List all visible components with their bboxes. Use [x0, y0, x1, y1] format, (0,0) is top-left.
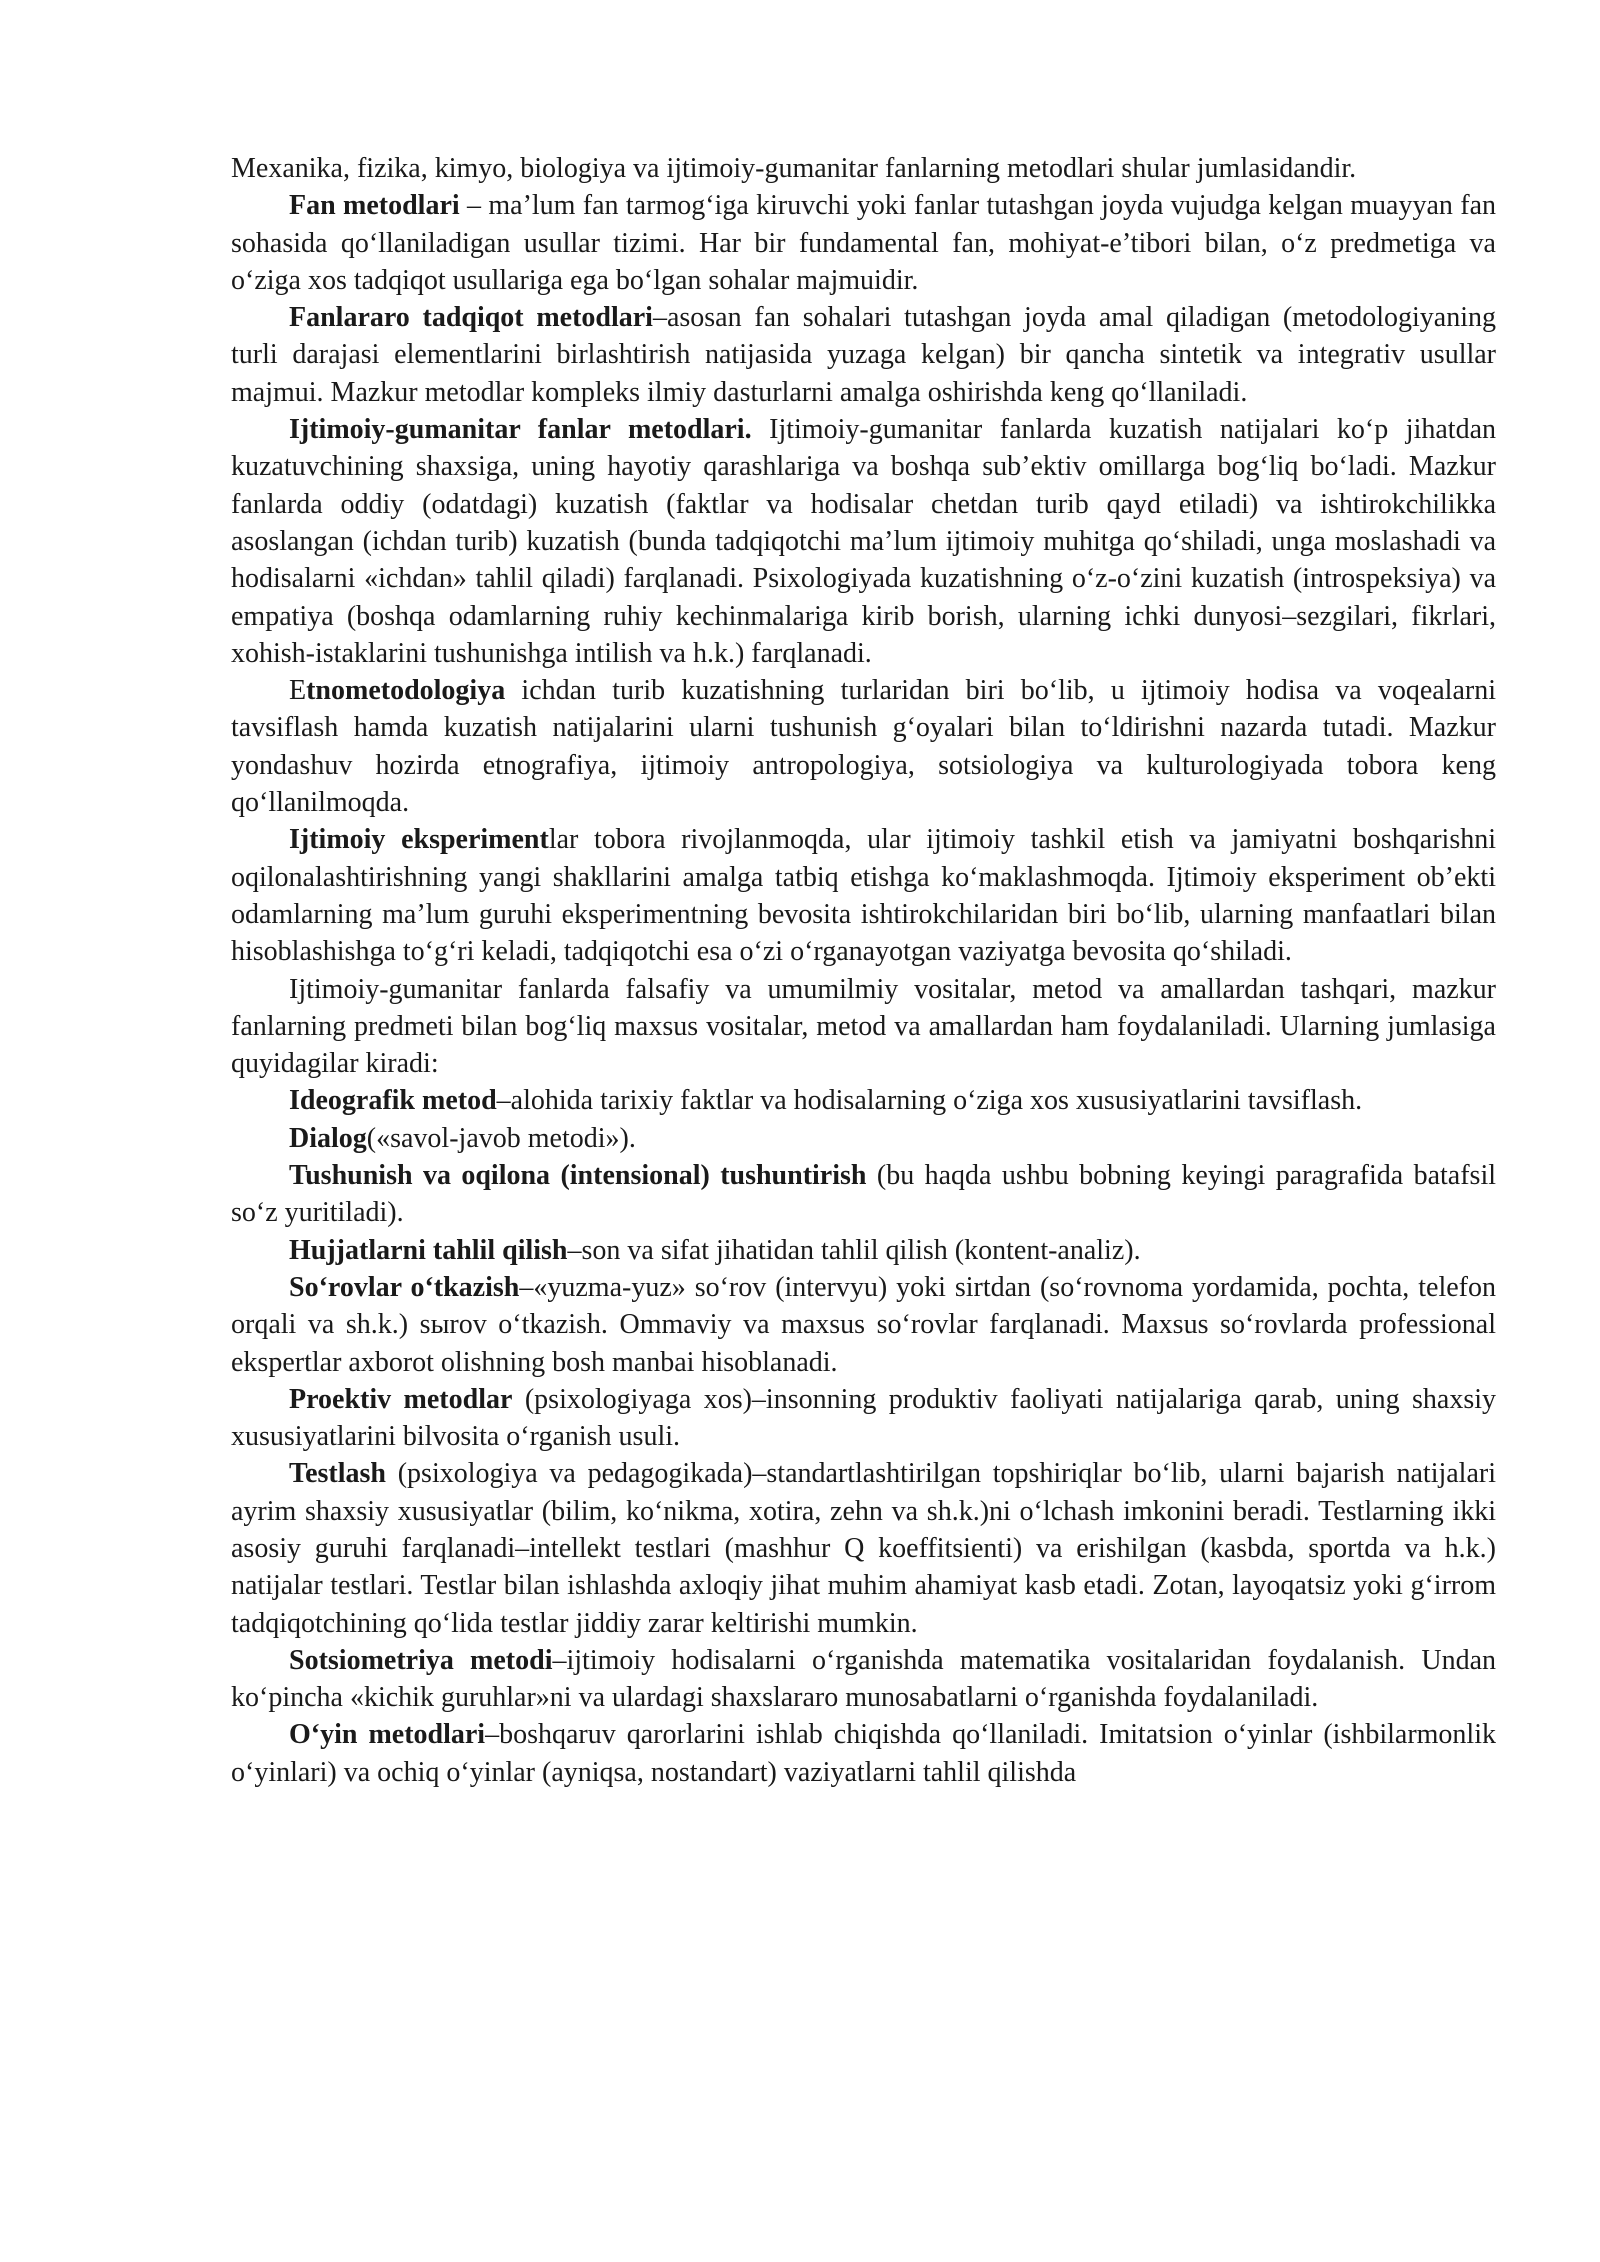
bold-term: Dialog — [289, 1122, 367, 1154]
paragraph — [231, 1232, 1496, 1269]
paragraph-text: (bu haqda ushbu bobning keyingi paragrafida batafsil so‘z yuritiladi). — [231, 1160, 1496, 1229]
paragraph — [231, 299, 1496, 411]
bold-term: tnometodologiya — [306, 675, 506, 707]
paragraph — [231, 821, 1496, 970]
paragraph — [231, 150, 1496, 187]
paragraph — [231, 1082, 1496, 1119]
paragraph — [231, 1381, 1496, 1456]
paragraph-text: –alohida tarixiy faktlar va hodisalarning o‘ziga xos xususiyatlarini tavsiflash. — [496, 1085, 1363, 1117]
bold-term: Ideografik metod — [289, 1085, 497, 1117]
paragraph-text: –asosan fan sohalari tutashgan joyda amal qiladigan (metodologiyaning turli darajasi elementlarini birlashtirish natijasida yuzaga kelgan) bir qancha sintetik va integrativ usullar majmui. Mazkur metodlar kompleks ilmiy dasturlarni amalga oshirishda keng qo‘llaniladi. — [231, 302, 1496, 408]
paragraph-text: – ma’lum fan tarmog‘iga kiruvchi yoki fanlar tutashgan joyda vujudga kelgan muayyan fan sohasida qo‘llaniladigan usullar tizimi. Har bir fundamental fan, mohiyat-e’tibori bilan, o‘z predmetiga va o‘ziga xos tadqiqot usullariga ega bo‘lgan sohalar majmuidir. — [231, 190, 1497, 296]
paragraph-text: Ijtimoiy-gumanitar fanlarda falsafiy va umumilmiy vositalar, metod va amallardan tashqari, mazkur fanlarning predmeti bilan bog‘liq maxsus vositalar, metod va amallardan ham foydalaniladi. Ularning jumlasiga quyidagilar kiradi: — [231, 973, 1496, 1080]
bold-term: Ijtimoiy-gumanitar fanlar metodlari. — [289, 414, 752, 446]
bold-term: Ijtimoiy eksperiment — [289, 824, 549, 856]
document-page — [231, 150, 1496, 1791]
paragraph — [231, 1269, 1496, 1381]
paragraph-text: (psixologiya va pedagogikada)–standartlashtirilgan topshiriqlar bo‘lib, ularni bajarish natijalari ayrim shaxsiy xususiyatlar (bilim, ko‘nikma, xotira, zehn va sh.k.)ni o‘lchash imkonini beradi. Testlarning ikki asosiy guruhi farqlanadi–intellekt testlari (mashhur Q koeffitsienti) va erishilgan (kasbda, sportda va h.k.) natijalar testlari. Testlar bilan ishlashda axloqiy jihat muhim ahamiyat kasb etadi. Zotan, layoqatsiz yoki g‘irrom tadqiqotchining qo‘lida testlar jiddiy zarar keltirishi mumkin. — [231, 1458, 1496, 1639]
paragraph — [231, 1642, 1496, 1717]
paragraph — [231, 1455, 1496, 1641]
paragraph — [231, 187, 1496, 299]
paragraph-text: –son va sifat jihatidan tahlil qilish (kontent-analiz). — [567, 1234, 1141, 1266]
bold-term: Testlash — [289, 1458, 387, 1490]
paragraph-text: ichdan turib kuzatishning turlaridan biri bo‘lib, u ijtimoiy hodisa va voqealarni tavsiflash hamda kuzatish natijalarini ularni tushunish g‘oyalari bilan to‘ldirishni nazarda tutadi. Mazkur yondashuv hozirda etnografiya, ijtimoiy antropologiya, sotsiologiya va kulturologiyada tobora keng qo‘llanilmoqda. — [231, 675, 1496, 819]
bold-term: Fan metodlari — [289, 190, 460, 222]
bold-term: Tushunish va oqilona (intensional) tushuntirish — [289, 1160, 867, 1192]
paragraph — [231, 1716, 1496, 1791]
paragraph-text: –boshqaruv qarorlarini ishlab chiqishda qo‘llaniladi. Imitatsion o‘yinlar (ishbilarmonlik o‘yinlari) va ochiq o‘yinlar (ayniqsa, nostandart) vaziyatlarni tahlil qilishda — [231, 1719, 1496, 1788]
bold-term: O‘yin metodlari — [289, 1719, 486, 1751]
paragraph-text: lar tobora rivojlanmoqda, ular ijtimoiy tashkil etish va jamiyatni boshqarishni oqilonalashtirishning yangi shakllarini amalga tatbiq etishga ko‘maklashmoqda. Ijtimoiy eksperiment ob’ekti odamlarning ma’lum guruhi eksperimentning bevosita ishtirokchilaridan biri bo‘lib, ularning manfaatlari bilan hisoblashishga to‘g‘ri keladi, tadqiqotchi esa o‘zi o‘rganayotgan vaziyatga bevosita qo‘shiladi. — [231, 824, 1496, 968]
paragraph-text: Ijtimoiy-gumanitar fanlarda kuzatish natijalari ko‘p jihatdan kuzatuvchining shaxsiga, uning hayotiy qarashlariga va boshqa sub’ektiv omillarga bog‘liq bo‘ladi. Mazkur fanlarda oddiy (odatdagi) kuzatish (faktlar va hodisalar chetdan turib qayd etiladi) va ishtirokchilikka asoslangan (ichdan turib) kuzatish (bunda tadqiqotchi ma’lum ijtimoiy muhitga qo‘shiladi, unga moslashadi va hodisalarni «ichdan» tahlil qiladi) farqlanadi. Psixologiyada kuzatishning o‘z-o‘zini kuzatish (introspeksiya) va empatiya (boshqa odamlarning ruhiy kechinmalariga kirib borish, ularning ichki dunyosi–sezgilari, fikrlari, xohish-istaklarini tushunishga intilish va h.k.) farqlanadi. — [231, 414, 1497, 669]
paragraph-text: E — [289, 675, 307, 707]
paragraph — [231, 411, 1496, 672]
paragraph-text: (psixologiyaga xos)–insonning produktiv faoliyati natijalariga qarab, uning shaxsiy xususiyatlarini bilvosita o‘rganish usuli. — [231, 1383, 1496, 1453]
paragraph — [231, 1157, 1496, 1232]
bold-term: Sotsiometriya metodi — [289, 1644, 553, 1676]
bold-term: Proektiv metodlar — [289, 1383, 513, 1415]
paragraph — [231, 672, 1496, 821]
bold-term: Hujjatlarni tahlil qilish — [289, 1234, 568, 1266]
bold-term: So‘rovlar o‘tkazish — [289, 1271, 520, 1303]
bold-term: Fanlararo tadqiqot metodlari — [289, 302, 653, 334]
paragraph-text: –ijtimoiy hodisalarni o‘rganishda matematika vositalaridan foydalanish. Undan ko‘pincha «kichik guruhlar»ni va ulardagi shaxslararo munosabatlarni o‘rganishda foydalaniladi. — [231, 1644, 1496, 1714]
paragraph-text: («savol-javob metodi»). — [366, 1122, 636, 1154]
paragraph — [231, 1120, 1496, 1157]
paragraph-text: Mexanika, fizika, kimyo, biologiya va ijtimoiy-gumanitar fanlarning metodlari shular jumlasidandir. — [231, 153, 1357, 184]
paragraph — [231, 971, 1496, 1083]
paragraph-text: –«yuzma-yuz» so‘rov (intervyu) yoki sirtdan (so‘rovnoma yordamida, pochta, telefon orqali va sh.k.) sыrov o‘tkazish. Ommaviy va maxsus so‘rovlar farqlanadi. Maxsus so‘rovlarda professional ekspertlar axborot olishning bosh manbai hisoblanadi. — [231, 1271, 1496, 1378]
